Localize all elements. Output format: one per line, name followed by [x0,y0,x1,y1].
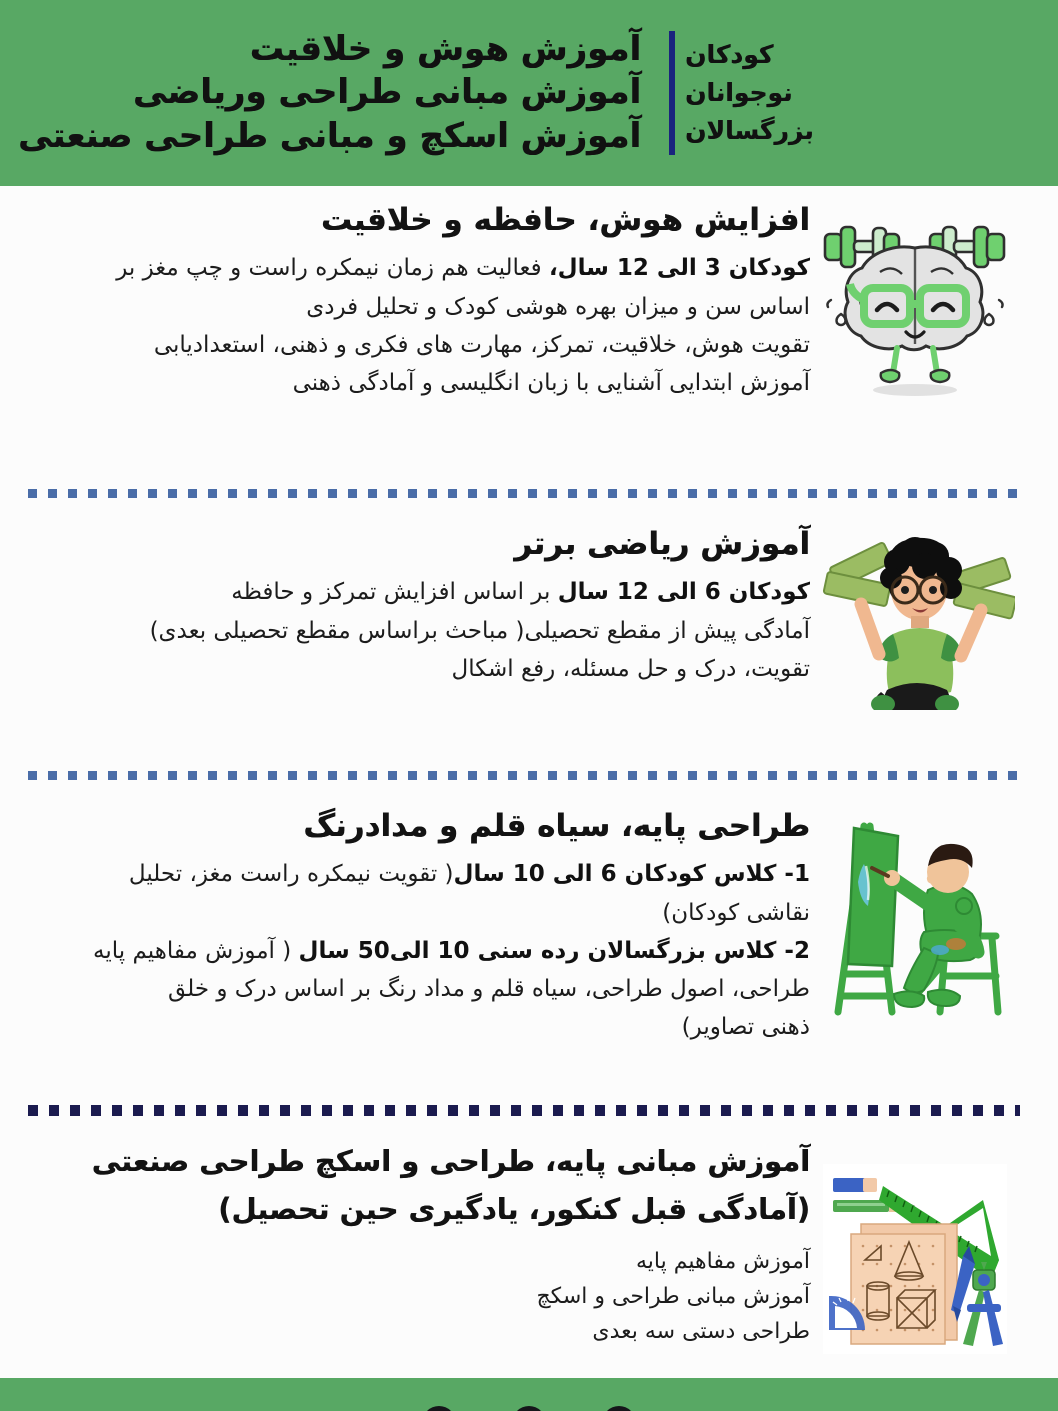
divider-3 [28,1098,1020,1122]
divider-1 [28,482,1020,504]
section-drawing-line-4: طراحی، اصول طراحی، سیاه قلم و مداد رنگ بر اساس درک و خلق [168,976,810,1003]
poster-header [0,0,1058,186]
section-math-line-3: تقویت، درک و حل مسئله، رفع اشکال [451,655,810,682]
section-intelligence-title: افزایش هوش، حافظه و خلاقیت [320,202,810,238]
section-intelligence [0,186,1058,476]
line-rest: ( تقویت نیمکره راست مغز، تحلیل [128,861,454,888]
line-rest: ( آموزش مفاهیم پایه [93,937,299,964]
section-intelligence-line-2: اساس سن و میزان بهره هوشی کودک و تحلیل فردی [306,293,810,320]
bold-age-range: کودکان 3 الی 12 سال، [548,255,810,282]
bold-age-range: کودکان 6 الی 12 سال [557,579,810,606]
child-blocks-illustration [810,510,1020,710]
section-drawing-line-5: ذهنی تصاویر) [681,1014,810,1041]
section-math-line-2: آمادگی پیش از مقطع تحصیلی( مباحث براساس مقطع تحصیلی بعدی) [149,617,810,644]
poster-footer [0,1378,1058,1411]
section-drawing-title: طراحی پایه، سیاه قلم و مدادرنگ [303,808,810,844]
poster-content [0,186,1058,1378]
section-math-title: آموزش ریاضی برتر [514,526,810,562]
audience-children: کودکان [685,40,774,69]
section-math-line-1 [28,574,810,611]
audience-adults: بزرگسالان [685,116,814,145]
header-title-line-3: آموزش اسکچ و مبانی طراحی صنعتی [18,115,641,156]
social-icon-2[interactable] [512,1406,546,1411]
section-industrial-line-2: آموزش مبانی طراحی و اسکچ [536,1283,810,1309]
section-intelligence-line-3: تقویت هوش، خلاقیت، تمرکز، مهارت های فکری و ذهنی، استعدادیابی [153,331,810,358]
section-industrial-text [28,1128,810,1350]
header-vertical-divider [669,31,675,155]
section-drawing-line-1 [28,856,810,893]
artist-easel-illustration [810,792,1020,1019]
section-industrial-title-line-2: (آمادگی قبل کنکور، یادگیری حین تحصیل) [218,1192,810,1227]
header-title-line-1: آموزش هوش و خلاقیت [249,29,641,70]
bold-age-range: 2- کلاس بزرگسالان رده سنی 10 الی50 سال [298,937,810,964]
social-icon-3[interactable] [422,1406,456,1411]
header-audience-group [681,36,814,150]
line-rest: بر اساس افزایش تمرکز و حافظه [231,579,558,606]
section-industrial-title-line-1: آموزش مبانی پایه، طراحی و اسکچ طراحی صنعتی [91,1144,810,1178]
header-title-group [0,28,651,158]
section-industrial [0,1128,1058,1378]
section-industrial-line-3: طراحی دستی سه بعدی [592,1318,810,1344]
section-drawing-line-2: نقاشی کودکان) [662,899,810,926]
section-math [0,510,1058,758]
header-title-line-2: آموزش مبانی طراحی وریاضی [132,72,641,113]
section-drawing [0,792,1058,1092]
audience-teens: نوجوانان [685,78,793,107]
bold-age-range: 1- کلاس کودکان 6 الی 10 سال [453,861,810,888]
social-icon-1[interactable] [602,1406,636,1411]
divider-2 [28,764,1020,786]
section-math-text [28,510,810,689]
line-rest: فعالیت هم زمان نیمکره راست و چپ مغز بر [116,255,549,282]
section-intelligence-line-1 [28,250,810,287]
section-intelligence-text [28,186,810,403]
section-intelligence-line-4: آموزش ابتدایی آشنایی با زبان انگلیسی و آمادگی ذهنی [292,370,810,397]
section-industrial-line-1: آموزش مفاهیم پایه [636,1248,810,1274]
drafting-tools-illustration [810,1128,1020,1354]
brain-dumbbell-illustration [810,186,1020,398]
section-drawing-line-3 [28,933,810,970]
section-drawing-text [28,792,810,1048]
